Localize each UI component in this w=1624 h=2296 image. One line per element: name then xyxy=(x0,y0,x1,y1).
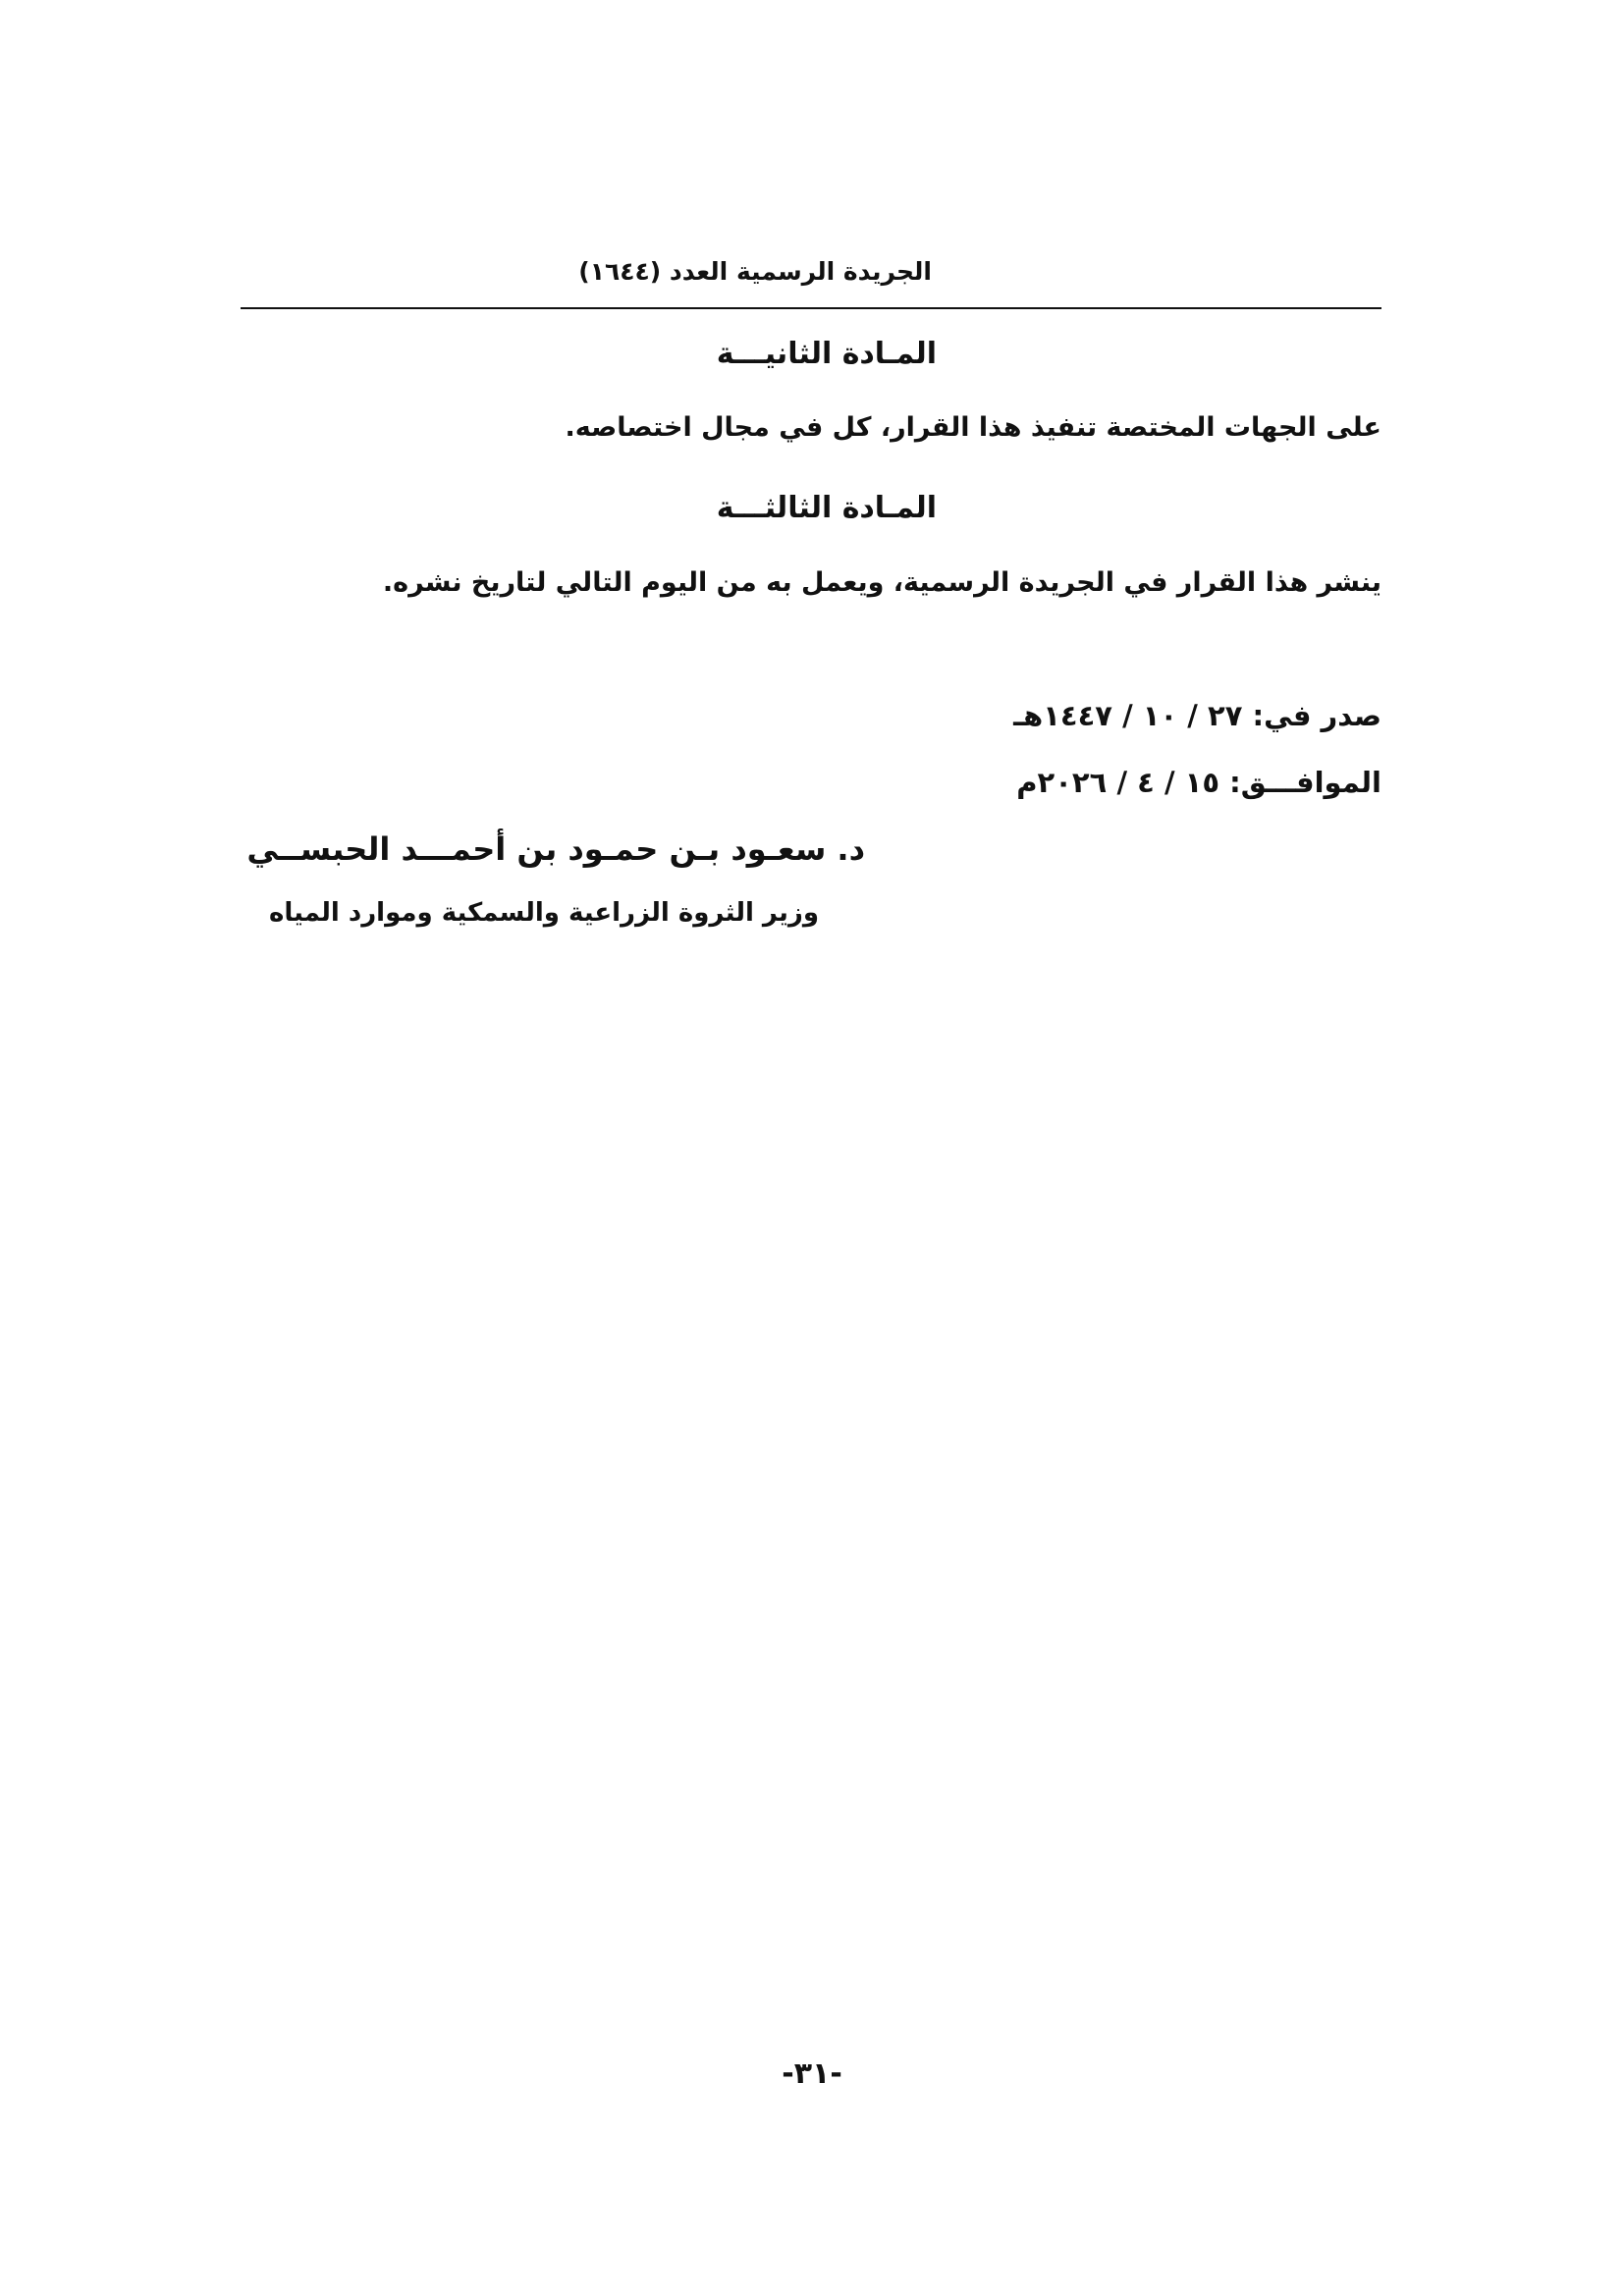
article-two-text: على الجهات المختصة تنفيذ هذا القرار، كل في مجال اختصاصه. xyxy=(565,412,1381,443)
issued-hijri-date: صدر في: ٢٧ / ١٠ / ١٤٤٧هـ xyxy=(1013,699,1381,732)
article-two-heading: المـادة الثانيـــة xyxy=(716,337,937,371)
running-header: الجريدة الرسمية العدد (١٦٤٤) xyxy=(578,257,932,286)
header-divider xyxy=(241,307,1381,309)
article-three-text: ينشر هذا القرار في الجريدة الرسمية، ويعمل به من اليوم التالي لتاريخ نشره. xyxy=(382,567,1381,598)
signatory-name: د. سعـود بـن حمـود بن أحمـــد الحبســي xyxy=(246,830,865,868)
page-number: -٣١- xyxy=(782,2056,842,2091)
issued-gregorian-date: الموافـــق: ١٥ / ٤ / ٢٠٢٦م xyxy=(1016,766,1381,799)
article-three-heading: المـادة الثالثـــة xyxy=(716,491,937,525)
signatory-title: وزير الثروة الزراعية والسمكية وموارد المياه xyxy=(268,898,819,928)
